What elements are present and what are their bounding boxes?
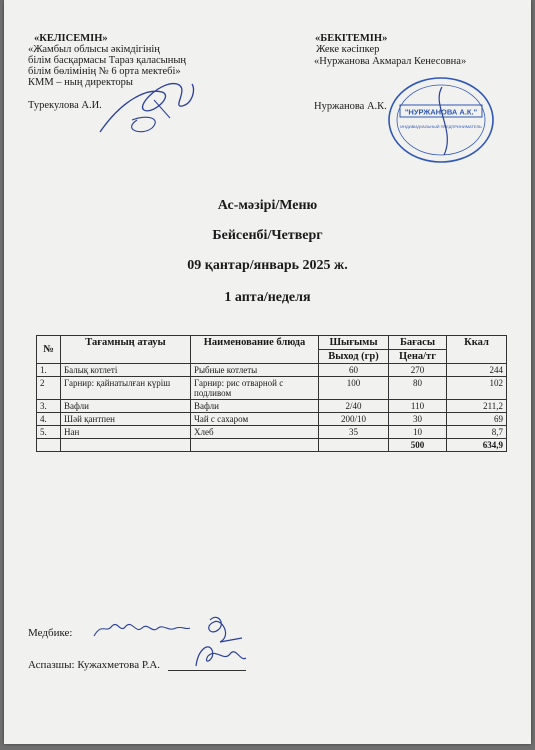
dish-kcal: 244 <box>447 364 507 377</box>
dish-name-kz: Вафли <box>61 400 191 413</box>
left-line-3: білім бөлімінің № 6 орта мектебі» <box>28 66 181 77</box>
dish-kcal: 8,7 <box>447 426 507 439</box>
dish-name-ru: Гарнир: рис отварной с подливом <box>191 377 319 400</box>
header-price-kz: Бағасы <box>389 336 447 350</box>
total-empty <box>319 439 389 452</box>
menu-table <box>36 335 507 452</box>
table-row <box>37 426 507 439</box>
dish-price: 80 <box>389 377 447 400</box>
approval-heading-left: «КЕЛІСЕМІН» <box>34 33 108 44</box>
table-total-row <box>37 439 507 452</box>
left-line-4: КММ – ның директоры <box>28 77 133 88</box>
dish-price: 10 <box>389 426 447 439</box>
dish-name-ru: Чай с сахаром <box>191 413 319 426</box>
row-number: 1. <box>37 364 61 377</box>
row-number: 4. <box>37 413 61 426</box>
dish-name-kz: Гарнир: қайнатылған күріш <box>61 377 191 400</box>
menu-title: Ас-мәзірі/Меню <box>217 198 318 213</box>
cook-label: Аспазшы: Кужахметова Р.А. <box>28 659 161 671</box>
header-yield-kz: Шығымы <box>319 336 389 350</box>
company-stamp <box>386 75 496 165</box>
dish-yield: 100 <box>319 377 389 400</box>
row-number: 2 <box>37 377 61 400</box>
total-kcal: 634,9 <box>447 439 507 452</box>
approval-heading-right: «БЕКІТЕМІН» <box>315 33 388 44</box>
right-signer: Нуржанова А.К. <box>314 101 387 112</box>
dish-yield: 35 <box>319 426 389 439</box>
table-row <box>37 413 507 426</box>
total-price: 500 <box>389 439 447 452</box>
header-dish-kz: Тағамның атауы <box>61 336 191 364</box>
date-title: 09 қантар/январь 2025 ж. <box>187 258 348 273</box>
dish-yield: 2/40 <box>319 400 389 413</box>
header-kcal: Ккал <box>447 336 507 364</box>
total-empty <box>61 439 191 452</box>
week-title: 1 апта/неделя <box>224 290 311 305</box>
row-number: 5. <box>37 426 61 439</box>
dish-price: 270 <box>389 364 447 377</box>
cook-signature <box>190 640 250 672</box>
stamp-name: "НУРЖАНОВА А.К." <box>404 107 478 117</box>
document-page <box>4 0 531 744</box>
header-number: № <box>37 336 61 364</box>
left-line-1: «Жамбыл облысы әкімдігінің <box>28 44 160 55</box>
table-row <box>37 377 507 400</box>
left-line-2: білім басқармасы Тараз қаласының <box>28 55 187 66</box>
total-empty <box>37 439 61 452</box>
dish-kcal: 102 <box>447 377 507 400</box>
left-signer: Турекулова А.И. <box>28 100 102 111</box>
dish-kcal: 69 <box>447 413 507 426</box>
director-signature <box>92 70 202 145</box>
right-line-1: Жеке кәсіпкер <box>316 44 380 55</box>
table-row <box>37 364 507 377</box>
dish-name-kz: Нан <box>61 426 191 439</box>
dish-yield: 60 <box>319 364 389 377</box>
row-number: 3. <box>37 400 61 413</box>
stamp-subtext: ИНДИВИДУАЛЬНЫЙ ПРЕДПРИНИМАТЕЛЬ <box>400 124 482 129</box>
dish-name-ru: Вафли <box>191 400 319 413</box>
table-header-row <box>37 336 507 350</box>
header-dish-ru: Наименование блюда <box>191 336 319 364</box>
header-price-ru: Цена/тг <box>389 350 447 364</box>
table-row <box>37 400 507 413</box>
dish-name-kz: Шәй қантпен <box>61 413 191 426</box>
dish-name-ru: Рыбные котлеты <box>191 364 319 377</box>
nurse-label: Медбике: <box>28 627 73 639</box>
day-title: Бейсенбі/Четверг <box>212 228 323 243</box>
header-yield-ru: Выход (гр) <box>319 350 389 364</box>
dish-name-kz: Балық котлеті <box>61 364 191 377</box>
dish-kcal: 211,2 <box>447 400 507 413</box>
dish-name-ru: Хлеб <box>191 426 319 439</box>
dish-price: 30 <box>389 413 447 426</box>
dish-price: 110 <box>389 400 447 413</box>
right-line-2: «Нуржанова Акмарал Кенесовна» <box>314 56 467 67</box>
total-empty <box>191 439 319 452</box>
dish-yield: 200/10 <box>319 413 389 426</box>
